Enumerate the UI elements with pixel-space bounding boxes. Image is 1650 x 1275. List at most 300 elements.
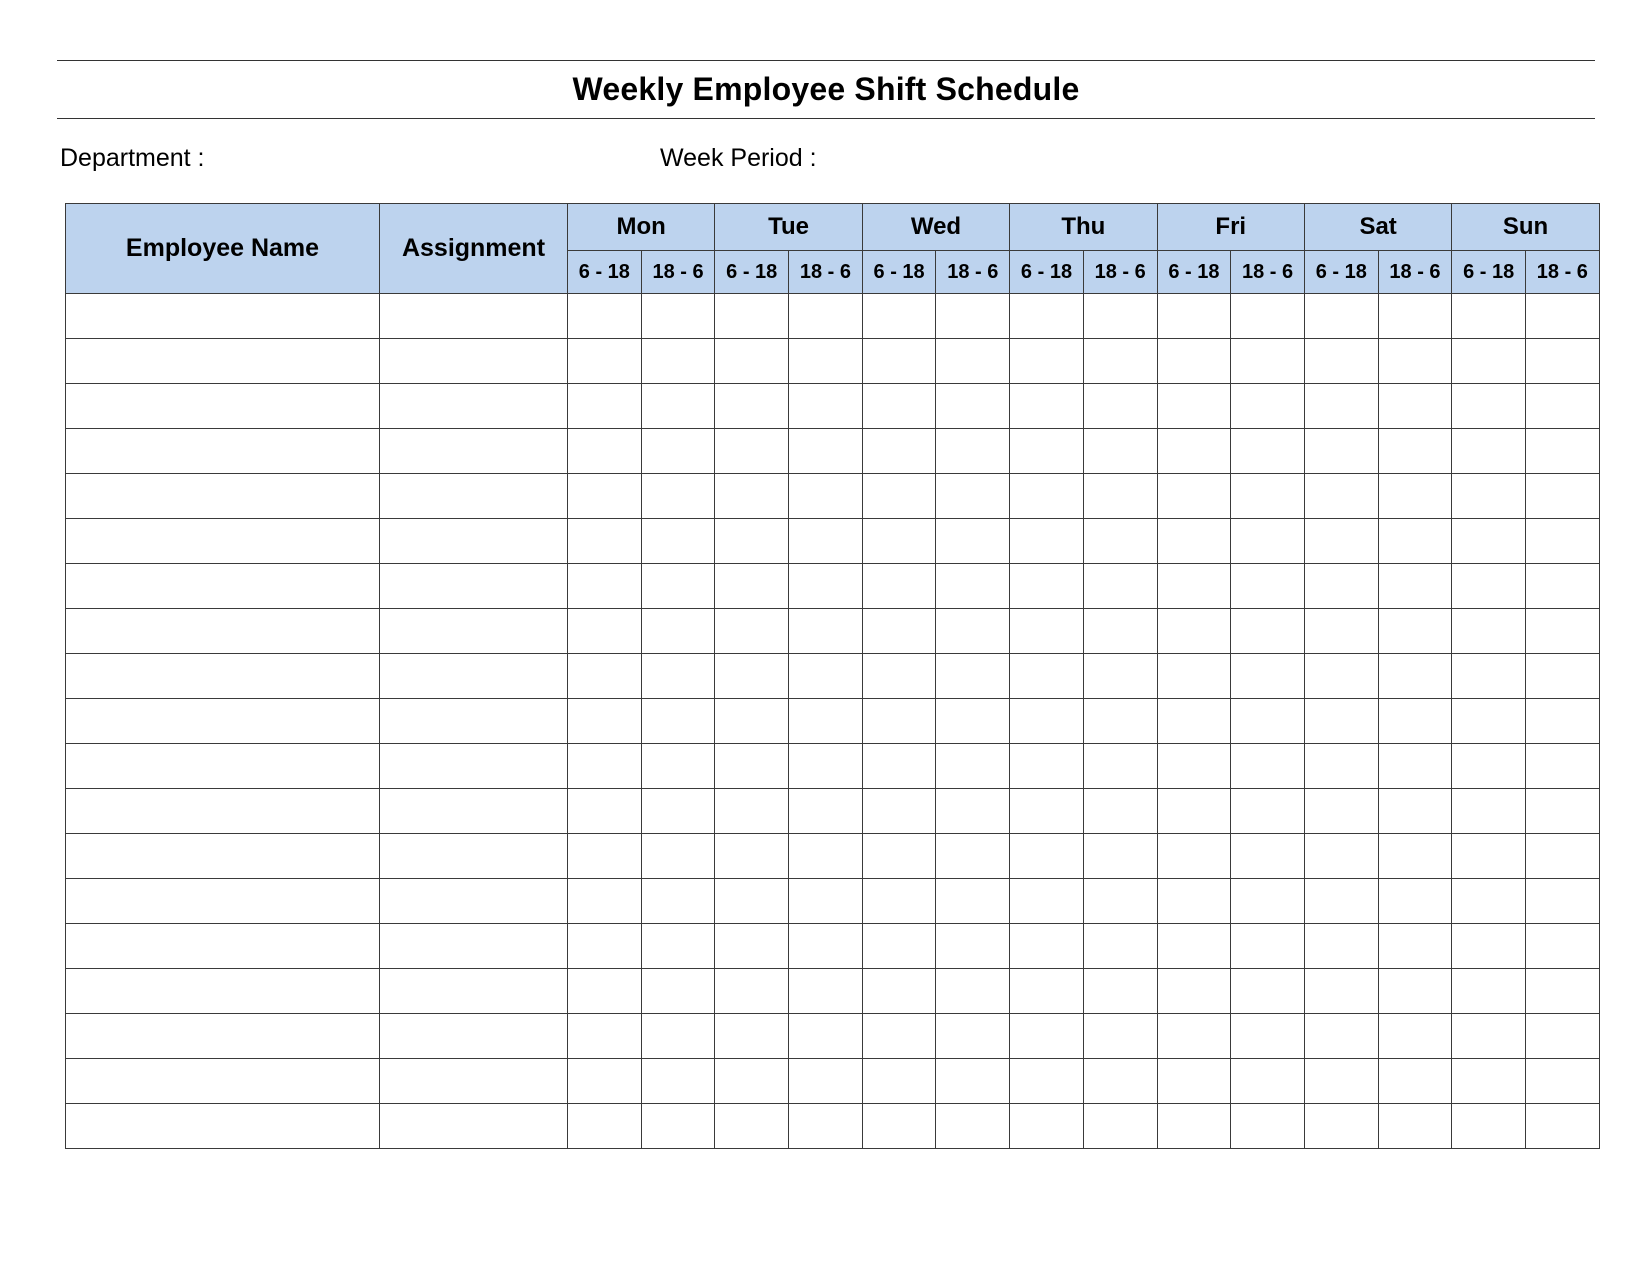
shift-cell[interactable]	[1231, 339, 1305, 384]
shift-cell[interactable]	[1083, 339, 1157, 384]
shift-cell[interactable]	[1452, 339, 1526, 384]
shift-cell[interactable]	[936, 294, 1010, 339]
shift-cell[interactable]	[1452, 744, 1526, 789]
shift-cell[interactable]	[862, 1104, 936, 1149]
shift-cell[interactable]	[1304, 1104, 1378, 1149]
shift-cell[interactable]	[862, 339, 936, 384]
shift-cell[interactable]	[568, 519, 642, 564]
shift-cell[interactable]	[715, 924, 789, 969]
shift-cell[interactable]	[1304, 879, 1378, 924]
shift-cell[interactable]	[1010, 609, 1084, 654]
shift-cell[interactable]	[641, 1014, 715, 1059]
shift-cell[interactable]	[1231, 564, 1305, 609]
shift-cell[interactable]	[789, 744, 863, 789]
shift-cell[interactable]	[641, 969, 715, 1014]
shift-cell[interactable]	[1083, 654, 1157, 699]
shift-cell[interactable]	[1378, 519, 1452, 564]
assignment-cell[interactable]	[380, 1014, 568, 1059]
shift-cell[interactable]	[1378, 834, 1452, 879]
assignment-cell[interactable]	[380, 969, 568, 1014]
shift-cell[interactable]	[789, 429, 863, 474]
shift-cell[interactable]	[936, 879, 1010, 924]
assignment-cell[interactable]	[380, 789, 568, 834]
employee-name-cell[interactable]	[66, 924, 380, 969]
shift-cell[interactable]	[641, 609, 715, 654]
shift-cell[interactable]	[1157, 879, 1231, 924]
shift-cell[interactable]	[1010, 474, 1084, 519]
shift-cell[interactable]	[1452, 1104, 1526, 1149]
shift-cell[interactable]	[715, 609, 789, 654]
shift-cell[interactable]	[936, 564, 1010, 609]
shift-cell[interactable]	[1378, 609, 1452, 654]
shift-cell[interactable]	[1157, 789, 1231, 834]
shift-cell[interactable]	[789, 339, 863, 384]
employee-name-cell[interactable]	[66, 474, 380, 519]
assignment-cell[interactable]	[380, 474, 568, 519]
shift-cell[interactable]	[1010, 384, 1084, 429]
shift-cell[interactable]	[1526, 564, 1600, 609]
shift-cell[interactable]	[1231, 654, 1305, 699]
assignment-cell[interactable]	[380, 384, 568, 429]
shift-cell[interactable]	[1526, 429, 1600, 474]
shift-cell[interactable]	[568, 699, 642, 744]
shift-cell[interactable]	[862, 429, 936, 474]
employee-name-cell[interactable]	[66, 1059, 380, 1104]
shift-cell[interactable]	[1083, 699, 1157, 744]
shift-cell[interactable]	[862, 699, 936, 744]
shift-cell[interactable]	[789, 384, 863, 429]
shift-cell[interactable]	[1231, 519, 1305, 564]
shift-cell[interactable]	[1231, 699, 1305, 744]
shift-cell[interactable]	[1378, 789, 1452, 834]
shift-cell[interactable]	[1083, 789, 1157, 834]
shift-cell[interactable]	[641, 429, 715, 474]
shift-cell[interactable]	[641, 699, 715, 744]
shift-cell[interactable]	[568, 654, 642, 699]
employee-name-cell[interactable]	[66, 969, 380, 1014]
shift-cell[interactable]	[715, 1104, 789, 1149]
shift-cell[interactable]	[1010, 294, 1084, 339]
shift-cell[interactable]	[1526, 294, 1600, 339]
shift-cell[interactable]	[789, 1014, 863, 1059]
shift-cell[interactable]	[1157, 1104, 1231, 1149]
shift-cell[interactable]	[715, 339, 789, 384]
shift-cell[interactable]	[1231, 609, 1305, 654]
shift-cell[interactable]	[1452, 564, 1526, 609]
shift-cell[interactable]	[1304, 384, 1378, 429]
shift-cell[interactable]	[715, 879, 789, 924]
shift-cell[interactable]	[641, 879, 715, 924]
employee-name-cell[interactable]	[66, 519, 380, 564]
shift-cell[interactable]	[1452, 1059, 1526, 1104]
shift-cell[interactable]	[1452, 924, 1526, 969]
shift-cell[interactable]	[1010, 789, 1084, 834]
shift-cell[interactable]	[715, 1014, 789, 1059]
shift-cell[interactable]	[568, 429, 642, 474]
shift-cell[interactable]	[1231, 1104, 1305, 1149]
shift-cell[interactable]	[1231, 789, 1305, 834]
shift-cell[interactable]	[1231, 474, 1305, 519]
shift-cell[interactable]	[1526, 384, 1600, 429]
shift-cell[interactable]	[1157, 429, 1231, 474]
shift-cell[interactable]	[862, 744, 936, 789]
shift-cell[interactable]	[568, 1014, 642, 1059]
shift-cell[interactable]	[1231, 879, 1305, 924]
shift-cell[interactable]	[1378, 1014, 1452, 1059]
shift-cell[interactable]	[641, 654, 715, 699]
shift-cell[interactable]	[1304, 1014, 1378, 1059]
shift-cell[interactable]	[1378, 339, 1452, 384]
shift-cell[interactable]	[1157, 609, 1231, 654]
shift-cell[interactable]	[1010, 339, 1084, 384]
assignment-cell[interactable]	[380, 339, 568, 384]
assignment-cell[interactable]	[380, 564, 568, 609]
shift-cell[interactable]	[789, 519, 863, 564]
shift-cell[interactable]	[1452, 1014, 1526, 1059]
shift-cell[interactable]	[715, 744, 789, 789]
shift-cell[interactable]	[936, 1014, 1010, 1059]
shift-cell[interactable]	[568, 474, 642, 519]
shift-cell[interactable]	[936, 699, 1010, 744]
shift-cell[interactable]	[1378, 1104, 1452, 1149]
shift-cell[interactable]	[641, 834, 715, 879]
shift-cell[interactable]	[936, 339, 1010, 384]
shift-cell[interactable]	[789, 834, 863, 879]
shift-cell[interactable]	[1378, 879, 1452, 924]
shift-cell[interactable]	[641, 1059, 715, 1104]
shift-cell[interactable]	[1304, 474, 1378, 519]
shift-cell[interactable]	[1526, 789, 1600, 834]
shift-cell[interactable]	[641, 294, 715, 339]
shift-cell[interactable]	[1010, 564, 1084, 609]
shift-cell[interactable]	[1083, 294, 1157, 339]
assignment-cell[interactable]	[380, 519, 568, 564]
shift-cell[interactable]	[568, 609, 642, 654]
employee-name-cell[interactable]	[66, 699, 380, 744]
shift-cell[interactable]	[789, 789, 863, 834]
shift-cell[interactable]	[568, 384, 642, 429]
shift-cell[interactable]	[568, 339, 642, 384]
shift-cell[interactable]	[1010, 969, 1084, 1014]
shift-cell[interactable]	[862, 384, 936, 429]
shift-cell[interactable]	[1304, 654, 1378, 699]
shift-cell[interactable]	[1231, 834, 1305, 879]
shift-cell[interactable]	[641, 924, 715, 969]
employee-name-cell[interactable]	[66, 609, 380, 654]
employee-name-cell[interactable]	[66, 564, 380, 609]
shift-cell[interactable]	[1083, 384, 1157, 429]
shift-cell[interactable]	[936, 789, 1010, 834]
assignment-cell[interactable]	[380, 924, 568, 969]
shift-cell[interactable]	[1231, 744, 1305, 789]
shift-cell[interactable]	[1378, 474, 1452, 519]
shift-cell[interactable]	[1010, 699, 1084, 744]
shift-cell[interactable]	[1378, 564, 1452, 609]
shift-cell[interactable]	[568, 789, 642, 834]
shift-cell[interactable]	[862, 654, 936, 699]
assignment-cell[interactable]	[380, 879, 568, 924]
shift-cell[interactable]	[1157, 969, 1231, 1014]
shift-cell[interactable]	[789, 1104, 863, 1149]
shift-cell[interactable]	[1231, 429, 1305, 474]
employee-name-cell[interactable]	[66, 1104, 380, 1149]
shift-cell[interactable]	[1452, 429, 1526, 474]
shift-cell[interactable]	[1378, 654, 1452, 699]
shift-cell[interactable]	[1378, 699, 1452, 744]
shift-cell[interactable]	[641, 744, 715, 789]
shift-cell[interactable]	[1010, 924, 1084, 969]
shift-cell[interactable]	[1010, 519, 1084, 564]
shift-cell[interactable]	[715, 654, 789, 699]
shift-cell[interactable]	[1304, 1059, 1378, 1104]
shift-cell[interactable]	[936, 384, 1010, 429]
shift-cell[interactable]	[1083, 879, 1157, 924]
shift-cell[interactable]	[1157, 699, 1231, 744]
shift-cell[interactable]	[1452, 294, 1526, 339]
shift-cell[interactable]	[1083, 609, 1157, 654]
shift-cell[interactable]	[1526, 1104, 1600, 1149]
shift-cell[interactable]	[1231, 384, 1305, 429]
shift-cell[interactable]	[715, 834, 789, 879]
employee-name-cell[interactable]	[66, 744, 380, 789]
assignment-cell[interactable]	[380, 294, 568, 339]
employee-name-cell[interactable]	[66, 879, 380, 924]
shift-cell[interactable]	[1231, 294, 1305, 339]
shift-cell[interactable]	[1452, 699, 1526, 744]
shift-cell[interactable]	[862, 1014, 936, 1059]
shift-cell[interactable]	[715, 699, 789, 744]
shift-cell[interactable]	[1526, 744, 1600, 789]
shift-cell[interactable]	[568, 1104, 642, 1149]
shift-cell[interactable]	[1304, 969, 1378, 1014]
shift-cell[interactable]	[1231, 1059, 1305, 1104]
shift-cell[interactable]	[1010, 834, 1084, 879]
assignment-cell[interactable]	[380, 699, 568, 744]
shift-cell[interactable]	[862, 294, 936, 339]
shift-cell[interactable]	[568, 834, 642, 879]
shift-cell[interactable]	[1157, 384, 1231, 429]
shift-cell[interactable]	[936, 924, 1010, 969]
assignment-cell[interactable]	[380, 744, 568, 789]
shift-cell[interactable]	[715, 294, 789, 339]
shift-cell[interactable]	[641, 384, 715, 429]
shift-cell[interactable]	[1157, 924, 1231, 969]
shift-cell[interactable]	[1304, 519, 1378, 564]
shift-cell[interactable]	[1526, 609, 1600, 654]
shift-cell[interactable]	[1083, 969, 1157, 1014]
shift-cell[interactable]	[1526, 339, 1600, 384]
shift-cell[interactable]	[1157, 1014, 1231, 1059]
shift-cell[interactable]	[1378, 384, 1452, 429]
shift-cell[interactable]	[1157, 294, 1231, 339]
shift-cell[interactable]	[1157, 834, 1231, 879]
shift-cell[interactable]	[1526, 654, 1600, 699]
shift-cell[interactable]	[641, 474, 715, 519]
employee-name-cell[interactable]	[66, 789, 380, 834]
shift-cell[interactable]	[1083, 924, 1157, 969]
shift-cell[interactable]	[1304, 924, 1378, 969]
shift-cell[interactable]	[1526, 924, 1600, 969]
shift-cell[interactable]	[1010, 429, 1084, 474]
shift-cell[interactable]	[789, 879, 863, 924]
assignment-cell[interactable]	[380, 609, 568, 654]
assignment-cell[interactable]	[380, 429, 568, 474]
employee-name-cell[interactable]	[66, 834, 380, 879]
shift-cell[interactable]	[1083, 564, 1157, 609]
shift-cell[interactable]	[936, 429, 1010, 474]
shift-cell[interactable]	[568, 969, 642, 1014]
shift-cell[interactable]	[936, 969, 1010, 1014]
shift-cell[interactable]	[1157, 519, 1231, 564]
shift-cell[interactable]	[862, 1059, 936, 1104]
shift-cell[interactable]	[1304, 744, 1378, 789]
shift-cell[interactable]	[936, 1059, 1010, 1104]
shift-cell[interactable]	[715, 1059, 789, 1104]
shift-cell[interactable]	[1452, 969, 1526, 1014]
shift-cell[interactable]	[862, 879, 936, 924]
employee-name-cell[interactable]	[66, 384, 380, 429]
shift-cell[interactable]	[715, 429, 789, 474]
shift-cell[interactable]	[936, 654, 1010, 699]
assignment-cell[interactable]	[380, 1104, 568, 1149]
shift-cell[interactable]	[936, 519, 1010, 564]
shift-cell[interactable]	[1526, 834, 1600, 879]
shift-cell[interactable]	[1304, 429, 1378, 474]
employee-name-cell[interactable]	[66, 294, 380, 339]
shift-cell[interactable]	[1304, 834, 1378, 879]
shift-cell[interactable]	[1526, 969, 1600, 1014]
shift-cell[interactable]	[862, 519, 936, 564]
shift-cell[interactable]	[1304, 609, 1378, 654]
shift-cell[interactable]	[1231, 1014, 1305, 1059]
shift-cell[interactable]	[1378, 429, 1452, 474]
shift-cell[interactable]	[715, 519, 789, 564]
shift-cell[interactable]	[1304, 339, 1378, 384]
shift-cell[interactable]	[1157, 339, 1231, 384]
shift-cell[interactable]	[641, 339, 715, 384]
shift-cell[interactable]	[1304, 294, 1378, 339]
shift-cell[interactable]	[862, 834, 936, 879]
shift-cell[interactable]	[1157, 1059, 1231, 1104]
shift-cell[interactable]	[1157, 744, 1231, 789]
shift-cell[interactable]	[1083, 1104, 1157, 1149]
shift-cell[interactable]	[1452, 879, 1526, 924]
shift-cell[interactable]	[715, 564, 789, 609]
shift-cell[interactable]	[936, 834, 1010, 879]
shift-cell[interactable]	[1304, 789, 1378, 834]
shift-cell[interactable]	[715, 969, 789, 1014]
shift-cell[interactable]	[1452, 474, 1526, 519]
shift-cell[interactable]	[789, 609, 863, 654]
shift-cell[interactable]	[862, 924, 936, 969]
employee-name-cell[interactable]	[66, 1014, 380, 1059]
shift-cell[interactable]	[1083, 834, 1157, 879]
shift-cell[interactable]	[568, 564, 642, 609]
shift-cell[interactable]	[1304, 699, 1378, 744]
shift-cell[interactable]	[862, 564, 936, 609]
shift-cell[interactable]	[936, 474, 1010, 519]
shift-cell[interactable]	[1083, 744, 1157, 789]
shift-cell[interactable]	[568, 744, 642, 789]
shift-cell[interactable]	[1083, 429, 1157, 474]
shift-cell[interactable]	[1526, 519, 1600, 564]
shift-cell[interactable]	[1526, 1059, 1600, 1104]
shift-cell[interactable]	[641, 519, 715, 564]
employee-name-cell[interactable]	[66, 339, 380, 384]
shift-cell[interactable]	[1452, 834, 1526, 879]
shift-cell[interactable]	[789, 969, 863, 1014]
shift-cell[interactable]	[1010, 1104, 1084, 1149]
shift-cell[interactable]	[1378, 1059, 1452, 1104]
shift-cell[interactable]	[1157, 564, 1231, 609]
shift-cell[interactable]	[1378, 969, 1452, 1014]
shift-cell[interactable]	[936, 1104, 1010, 1149]
shift-cell[interactable]	[1231, 924, 1305, 969]
shift-cell[interactable]	[1231, 969, 1305, 1014]
shift-cell[interactable]	[1304, 564, 1378, 609]
assignment-cell[interactable]	[380, 1059, 568, 1104]
shift-cell[interactable]	[862, 609, 936, 654]
shift-cell[interactable]	[641, 564, 715, 609]
shift-cell[interactable]	[568, 924, 642, 969]
shift-cell[interactable]	[789, 294, 863, 339]
shift-cell[interactable]	[568, 294, 642, 339]
shift-cell[interactable]	[1010, 879, 1084, 924]
shift-cell[interactable]	[1378, 744, 1452, 789]
shift-cell[interactable]	[1452, 654, 1526, 699]
shift-cell[interactable]	[715, 789, 789, 834]
shift-cell[interactable]	[1378, 924, 1452, 969]
shift-cell[interactable]	[1157, 474, 1231, 519]
shift-cell[interactable]	[1526, 474, 1600, 519]
shift-cell[interactable]	[789, 564, 863, 609]
shift-cell[interactable]	[641, 789, 715, 834]
shift-cell[interactable]	[568, 1059, 642, 1104]
employee-name-cell[interactable]	[66, 654, 380, 699]
shift-cell[interactable]	[1010, 1059, 1084, 1104]
shift-cell[interactable]	[1452, 789, 1526, 834]
shift-cell[interactable]	[1157, 654, 1231, 699]
shift-cell[interactable]	[1378, 294, 1452, 339]
shift-cell[interactable]	[936, 744, 1010, 789]
assignment-cell[interactable]	[380, 834, 568, 879]
shift-cell[interactable]	[715, 384, 789, 429]
shift-cell[interactable]	[862, 474, 936, 519]
shift-cell[interactable]	[641, 1104, 715, 1149]
shift-cell[interactable]	[1452, 384, 1526, 429]
shift-cell[interactable]	[1526, 699, 1600, 744]
shift-cell[interactable]	[789, 474, 863, 519]
shift-cell[interactable]	[789, 699, 863, 744]
shift-cell[interactable]	[1010, 1014, 1084, 1059]
shift-cell[interactable]	[936, 609, 1010, 654]
assignment-cell[interactable]	[380, 654, 568, 699]
shift-cell[interactable]	[1083, 1014, 1157, 1059]
employee-name-cell[interactable]	[66, 429, 380, 474]
shift-cell[interactable]	[1083, 1059, 1157, 1104]
shift-cell[interactable]	[1010, 744, 1084, 789]
shift-cell[interactable]	[1083, 474, 1157, 519]
shift-cell[interactable]	[715, 474, 789, 519]
shift-cell[interactable]	[1526, 879, 1600, 924]
shift-cell[interactable]	[789, 654, 863, 699]
shift-cell[interactable]	[1010, 654, 1084, 699]
shift-cell[interactable]	[568, 879, 642, 924]
shift-cell[interactable]	[1526, 1014, 1600, 1059]
shift-cell[interactable]	[789, 924, 863, 969]
shift-cell[interactable]	[862, 969, 936, 1014]
shift-cell[interactable]	[1083, 519, 1157, 564]
